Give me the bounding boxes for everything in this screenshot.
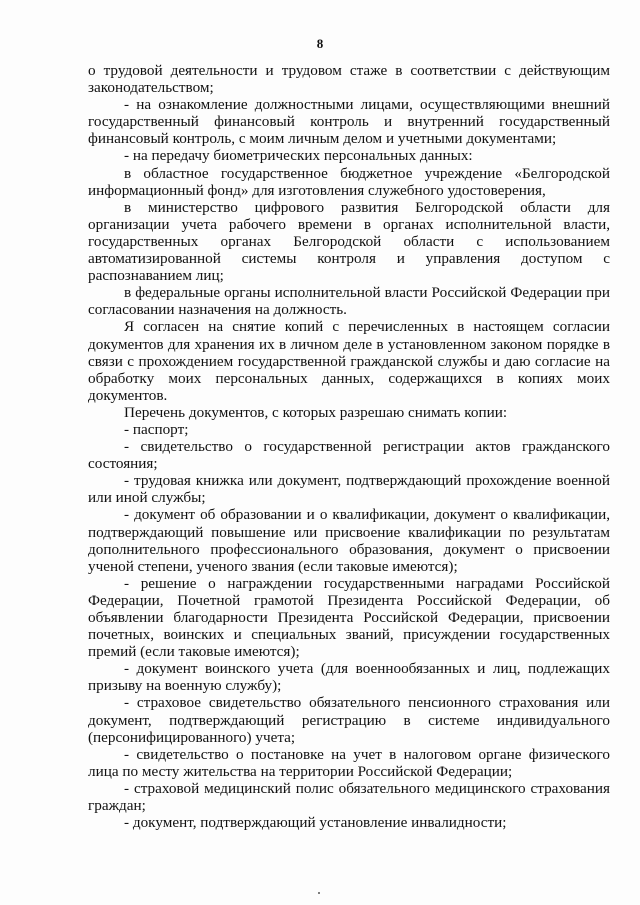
- list-item-pension-insurance: - страховое свидетельство обязательного пенсионного страхования или документ, подтверждающий регистрацию в системе индивидуального (персонифицированного) учета;: [88, 694, 610, 746]
- list-item-medical-policy: - страховой медицинский полис обязательного медицинского страхования граждан;: [88, 779, 610, 815]
- list-item-work-book: - трудовая книжка или документ, подтверждающий прохождение военной или иной службы;: [88, 472, 610, 507]
- paragraph-federal-bodies: в федеральные органы исполнительной власти Российской Федерации при согласовании назначения на должность.: [88, 284, 610, 319]
- paragraph-biometric-transfer: - на передачу биометрических персональных данных:: [124, 147, 473, 165]
- list-item-military-record: - документ воинского учета (для военнообязанных и лиц, подлежащих призыву на военную службу);: [88, 660, 610, 695]
- list-item-awards: - решение о награждении государственными наградами Российской Федерации, Почетной грамотой Президента Российской Федерации, об объявлении благодарности Президента Российской Федерации, присвоении почетных, воинских и специальных званий, присуждении государственных премий (если таковые имеются);: [88, 574, 610, 661]
- paragraph-document-list-intro: Перечень документов, с которых разрешаю снимать копии:: [124, 403, 508, 421]
- paragraph-digital-ministry: в министерство цифрового развития Белгородской области для организации учета рабочего времени в органах исполнительной власти, государственных органах Белгородской области с использованием автоматизированной системы контроля и управления доступом с распознаванием лиц;: [88, 198, 610, 285]
- list-item-education: - документ об образовании и о квалификации, документ о квалификации, подтверждающий повышение или присвоение квалификации по результатам дополнительного профессионального образования, документ о присвоении ученой степени, ученого звания (если таковые имеются);: [88, 506, 610, 575]
- list-item-disability: - документ, подтверждающий установление инвалидности;: [124, 814, 507, 832]
- scan-artifact-dot: [318, 892, 320, 894]
- page-number: 8: [316, 36, 324, 51]
- paragraph-financial-control: - на ознакомление должностными лицами, осуществляющими внешний государственный финансовый контроль и внутренний государственный финансовый контроль, с моим личным делом и учетными документами;: [88, 96, 610, 148]
- list-item-civil-status: - свидетельство о государственной регистрации актов гражданского состояния;: [88, 438, 610, 473]
- paragraph-work-history: о трудовой деятельности и трудовом стаже в соответствии с действующим законодательством;: [88, 62, 610, 97]
- list-item-passport: - паспорт;: [124, 420, 189, 438]
- paragraph-copy-consent: Я согласен на снятие копий с перечисленных в настоящем согласии документов для хранения их в личном деле в установленном законом порядке в связи с прохождением государственной гражданской службы и даю согласие на обработку моих персональных данных, содержащихся в копиях моих документов.: [88, 318, 610, 404]
- document-body: [88, 62, 610, 831]
- list-item-tax-registration: - свидетельство о постановке на учет в налоговом органе физического лица по месту жительства на территории Российской Федерации;: [88, 745, 610, 780]
- paragraph-info-fund: в областное государственное бюджетное учреждение «Белгородской информационный фонд» для изготовления служебного удостоверения,: [88, 164, 610, 199]
